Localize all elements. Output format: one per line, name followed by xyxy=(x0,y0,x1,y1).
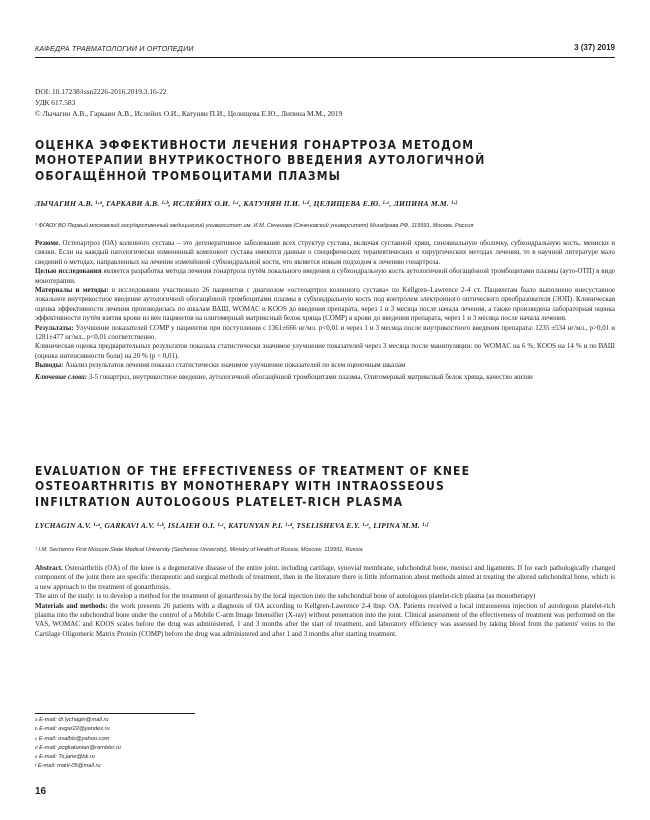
footnote xyxy=(35,762,121,771)
running-header xyxy=(35,44,615,56)
footnote-email[interactable]: E-mail: marli-05@mail.ru xyxy=(37,763,101,770)
ru-results-label: Результаты: xyxy=(35,323,74,332)
doi[interactable]: DOI: 10.17238/issn2226-2016.2019.3.16-22 xyxy=(35,87,167,96)
en-abstract-label: Abstract. xyxy=(35,564,63,572)
ru-results xyxy=(35,324,615,343)
footnote-email[interactable]: E-mail: dr.lychagin@mail.ru xyxy=(39,717,109,723)
ru-conclusion-text: Анализ результатов лечения показал статистически значимое улучшение показателей по всем оценочным шкалам xyxy=(65,361,406,370)
en-title-line: INFILTRATION AUTOLOGOUS PLATELET-RICH PLASMA xyxy=(35,493,404,509)
ru-keywords-text: 3-5 гонартроз, внутрикостное введение, аутологичной обогащённой тромбоцитами плазмы, Олигомерный матриксный белок хряща, качество жизни xyxy=(88,372,533,381)
footnote xyxy=(35,753,121,762)
en-title-line: OSTEOARTHRITIS BY MONOTHERAPY WITH INTRAOSSEOUS xyxy=(35,478,445,494)
ru-conclusion-label: Выводы: xyxy=(35,361,64,370)
en-methods-text: the work presents 26 patients with a diagnosis of OA according to Kellgren-Lawrence 2-4 tbsp. OA. Patients received a local intraosseous injection of autologous platelet-rich plasma into the subchondral bone under the control of a Mobile C-arm Image Intensifier (X-ray) without penetration into the joint. Clinical assessment of the effectiveness of treatment was performed on the VAS, WOMAC and KOOS scales before the drug was administered, 1 and 3 months after the start of treatment, and laboratory efficiency was assessed by taking blood from the patients' veins to the Cartilage Oligomeric Matrix Protein (COMP) before the drug was administered and after 1 and 3 months after starting treatment. xyxy=(35,601,616,638)
ru-conclusion xyxy=(35,361,615,370)
page-number: 16 xyxy=(35,786,47,797)
en-title-line: EVALUATION OF THE EFFECTIVENESS OF TREATMENT OF KNEE xyxy=(35,463,471,478)
footnote-email[interactable]: E-mail: Ts.jane@bk.ru xyxy=(39,754,95,761)
ru-keywords xyxy=(35,373,615,382)
ru-title-line: ОБОГАЩЁННОЙ ТРОМБОЦИТАМИ ПЛАЗМЫ xyxy=(35,167,341,183)
en-methods xyxy=(35,602,615,640)
en-authors: LYCHAGIN A.V. ¹·ᵃ, GARKAVI A.V. ¹·ᵇ, ISLAIEH O.I. ¹·ᶜ, KATUNYAN P.I. ¹·ᵈ, TSELISHEVA E.Y. ¹·ᵉ, LIPINA M.M. ¹·ᶠ xyxy=(35,521,429,530)
issue-number: 3 (37) 2019 xyxy=(574,43,615,52)
footnote-mark: b xyxy=(35,726,38,732)
header-divider xyxy=(35,57,615,58)
ru-results-text: Улучшение показателей COMP у пациентов при поступлении с 1361±666 нг/мл. р<0,01 и через 1 и 3 месяца после внутрикостного введения препарата: 1235 ±534 нг/мл., р>0,01 и 1281±477 нг/мл., р<0,01 соответственно. xyxy=(35,323,616,342)
footnote xyxy=(35,735,121,744)
ru-results-clinical: Клиническая оценка предварительных результатов показала статистически значимое улучшение показателей через 3 месяца после манипуляции: по WOMAC на 6 %, KOOS на 14 % и по ВАШ (оценка интенсивности боли) на 20 % (p < 0,01). xyxy=(35,342,615,360)
ru-methods xyxy=(35,286,615,324)
footnote-mark: f xyxy=(35,763,37,769)
udk: УДК 617.583 xyxy=(35,98,76,107)
ru-methods-text: в исследовании участвовало 26 пациентов с диагнозом «остеоартроз коленного сустава» по Kellgren–Lawrence 2-4 ст. Пациентам было выполнено внесуставное локальное внутрикостное введение аутологичной обогащённой тромбоцитами плазмы в субхондральную кость под контролем электронного оптического преобразователя (ЭОП). Клиническая оценка эффективности лечения производилась по шкалам ВАШ, WOMAC и KOOS до введения препарата, через 1 и 3 месяца после начала лечения, а также произведена лабораторная оценка эффективности путём взятия крови из вен пациентов на олигомерный матриксный белок хряща (COMP) в крови до введения препарата, через 1 и 3 месяца после начала лечения. xyxy=(35,286,616,323)
ru-aim-label: Целью исследования xyxy=(35,267,102,276)
ru-keywords-label: Ключевые слова: xyxy=(35,372,88,381)
footnote-mark: a xyxy=(35,717,38,722)
footnote xyxy=(35,725,121,734)
en-abstract-body: Osteoarthritis (OA) of the knee is a degenerative disease of the entire joint, including cartilage, synovial membrane, subchondral bone, menisci and ligaments. If for each pathologically changed component of the joint there are specific therapeutic and surgical methods of treatment, then in the literature there is little information about methods aimed at treating the altered subchondral bone, which is a new approach to the treatment of gonarthrosis. xyxy=(35,564,615,591)
footnote xyxy=(35,744,121,753)
footnotes xyxy=(35,716,121,772)
ru-summary-text: Остеоартроз (ОА) коленного сустава – это дегенеративное заболевание всех структур сустава, включая суставной хрящ, синовиальную оболочку, субхондральную кость, мениски и связки. Если на каждый патологически измененный компонент сустава имеются данные о специфических терапевтических и хирургических методах лечения, то в научной литературе мало сведений о методах, направленных на лечение изменённой субхондральной кости, что является новым подходом к лечению гонартроза. xyxy=(35,239,616,266)
ru-summary-label: Резюме. xyxy=(35,239,60,247)
ru-aim-text: является разработка метода лечения гонартроза путём локального введения в субхондральную кость аутологичной обогащённой тромбоцитами плазмы (ауто-ОТП) в виде монотерапии. xyxy=(35,267,615,285)
ru-title-line: ОЦЕНКА ЭФФЕКТИВНОСТИ ЛЕЧЕНИЯ ГОНАРТРОЗА МЕТОДОМ xyxy=(35,137,475,152)
footnote-mark: e xyxy=(35,754,38,760)
en-abstract xyxy=(35,564,615,639)
ru-title-line: МОНОТЕРАПИИ ВНУТРИКОСТНОГО ВВЕДЕНИЯ АУТОЛОГИЧНОЙ xyxy=(35,152,486,168)
ru-summary xyxy=(35,239,615,267)
ru-authors: ЛЫЧАГИН А.В. ¹·ᵃ, ГАРКАВИ А.В. ¹·ᵇ, ИСЛЕЙИХ О.И. ¹·ᶜ, КАТУНЯН П.И. ¹·ᵈ, ЦЕЛИЩЕВА Е.Ю. ¹·ᵉ, ЛИПИНА М.М. ¹·ᶠ xyxy=(35,199,458,208)
footnote-email[interactable]: E-mail: osalbis@yahoo.com xyxy=(38,735,110,742)
en-title xyxy=(35,463,534,509)
copyright: © Лычагин А.В., Гаркави А.В., Ислейих О.И., Катунян П.И., Целищева Е.Ю., Липина М.М., 2019 xyxy=(35,109,343,118)
footnote-mark: d xyxy=(35,744,38,750)
ru-methods-label: Материалы и методы: xyxy=(35,286,109,295)
footnote-email[interactable]: E-mail: avgar22@yandex.ru xyxy=(39,726,110,733)
en-aim: The aim of the study: is to develop a method for the treatment of gonarthrosis by the local injection into the subchondral bone of autologous platelet-rich plasma (as monotherapy) xyxy=(35,592,536,601)
footnote-divider xyxy=(35,713,195,714)
footnote-mark: c xyxy=(35,735,38,741)
ru-affiliation: ¹ ФГАОУ ВО Первый московский государственный медицинский университет им. И.М. Сеченова (Сеченовский университет) Минздрава РФ, 119991, Москва, Россия xyxy=(35,223,474,229)
footnote-email[interactable]: E-mail: pogkatunian@rambler.ru xyxy=(39,744,121,751)
footnote xyxy=(35,716,121,725)
en-abstract-text xyxy=(35,564,615,592)
ru-title xyxy=(35,137,534,183)
ru-abstract xyxy=(35,239,615,382)
ru-aim xyxy=(35,267,615,286)
journal-section: КАФЕДРА ТРАВМАТОЛОГИИ И ОРТОПЕДИИ xyxy=(35,44,194,53)
en-methods-label: Materials and methods: xyxy=(35,601,108,610)
en-affiliation: ¹ I.M. Sechenov First Moscow State Medical University (Sechenov University), Ministry of Health of Russia, Moscow, 119991, Russia xyxy=(35,547,363,553)
